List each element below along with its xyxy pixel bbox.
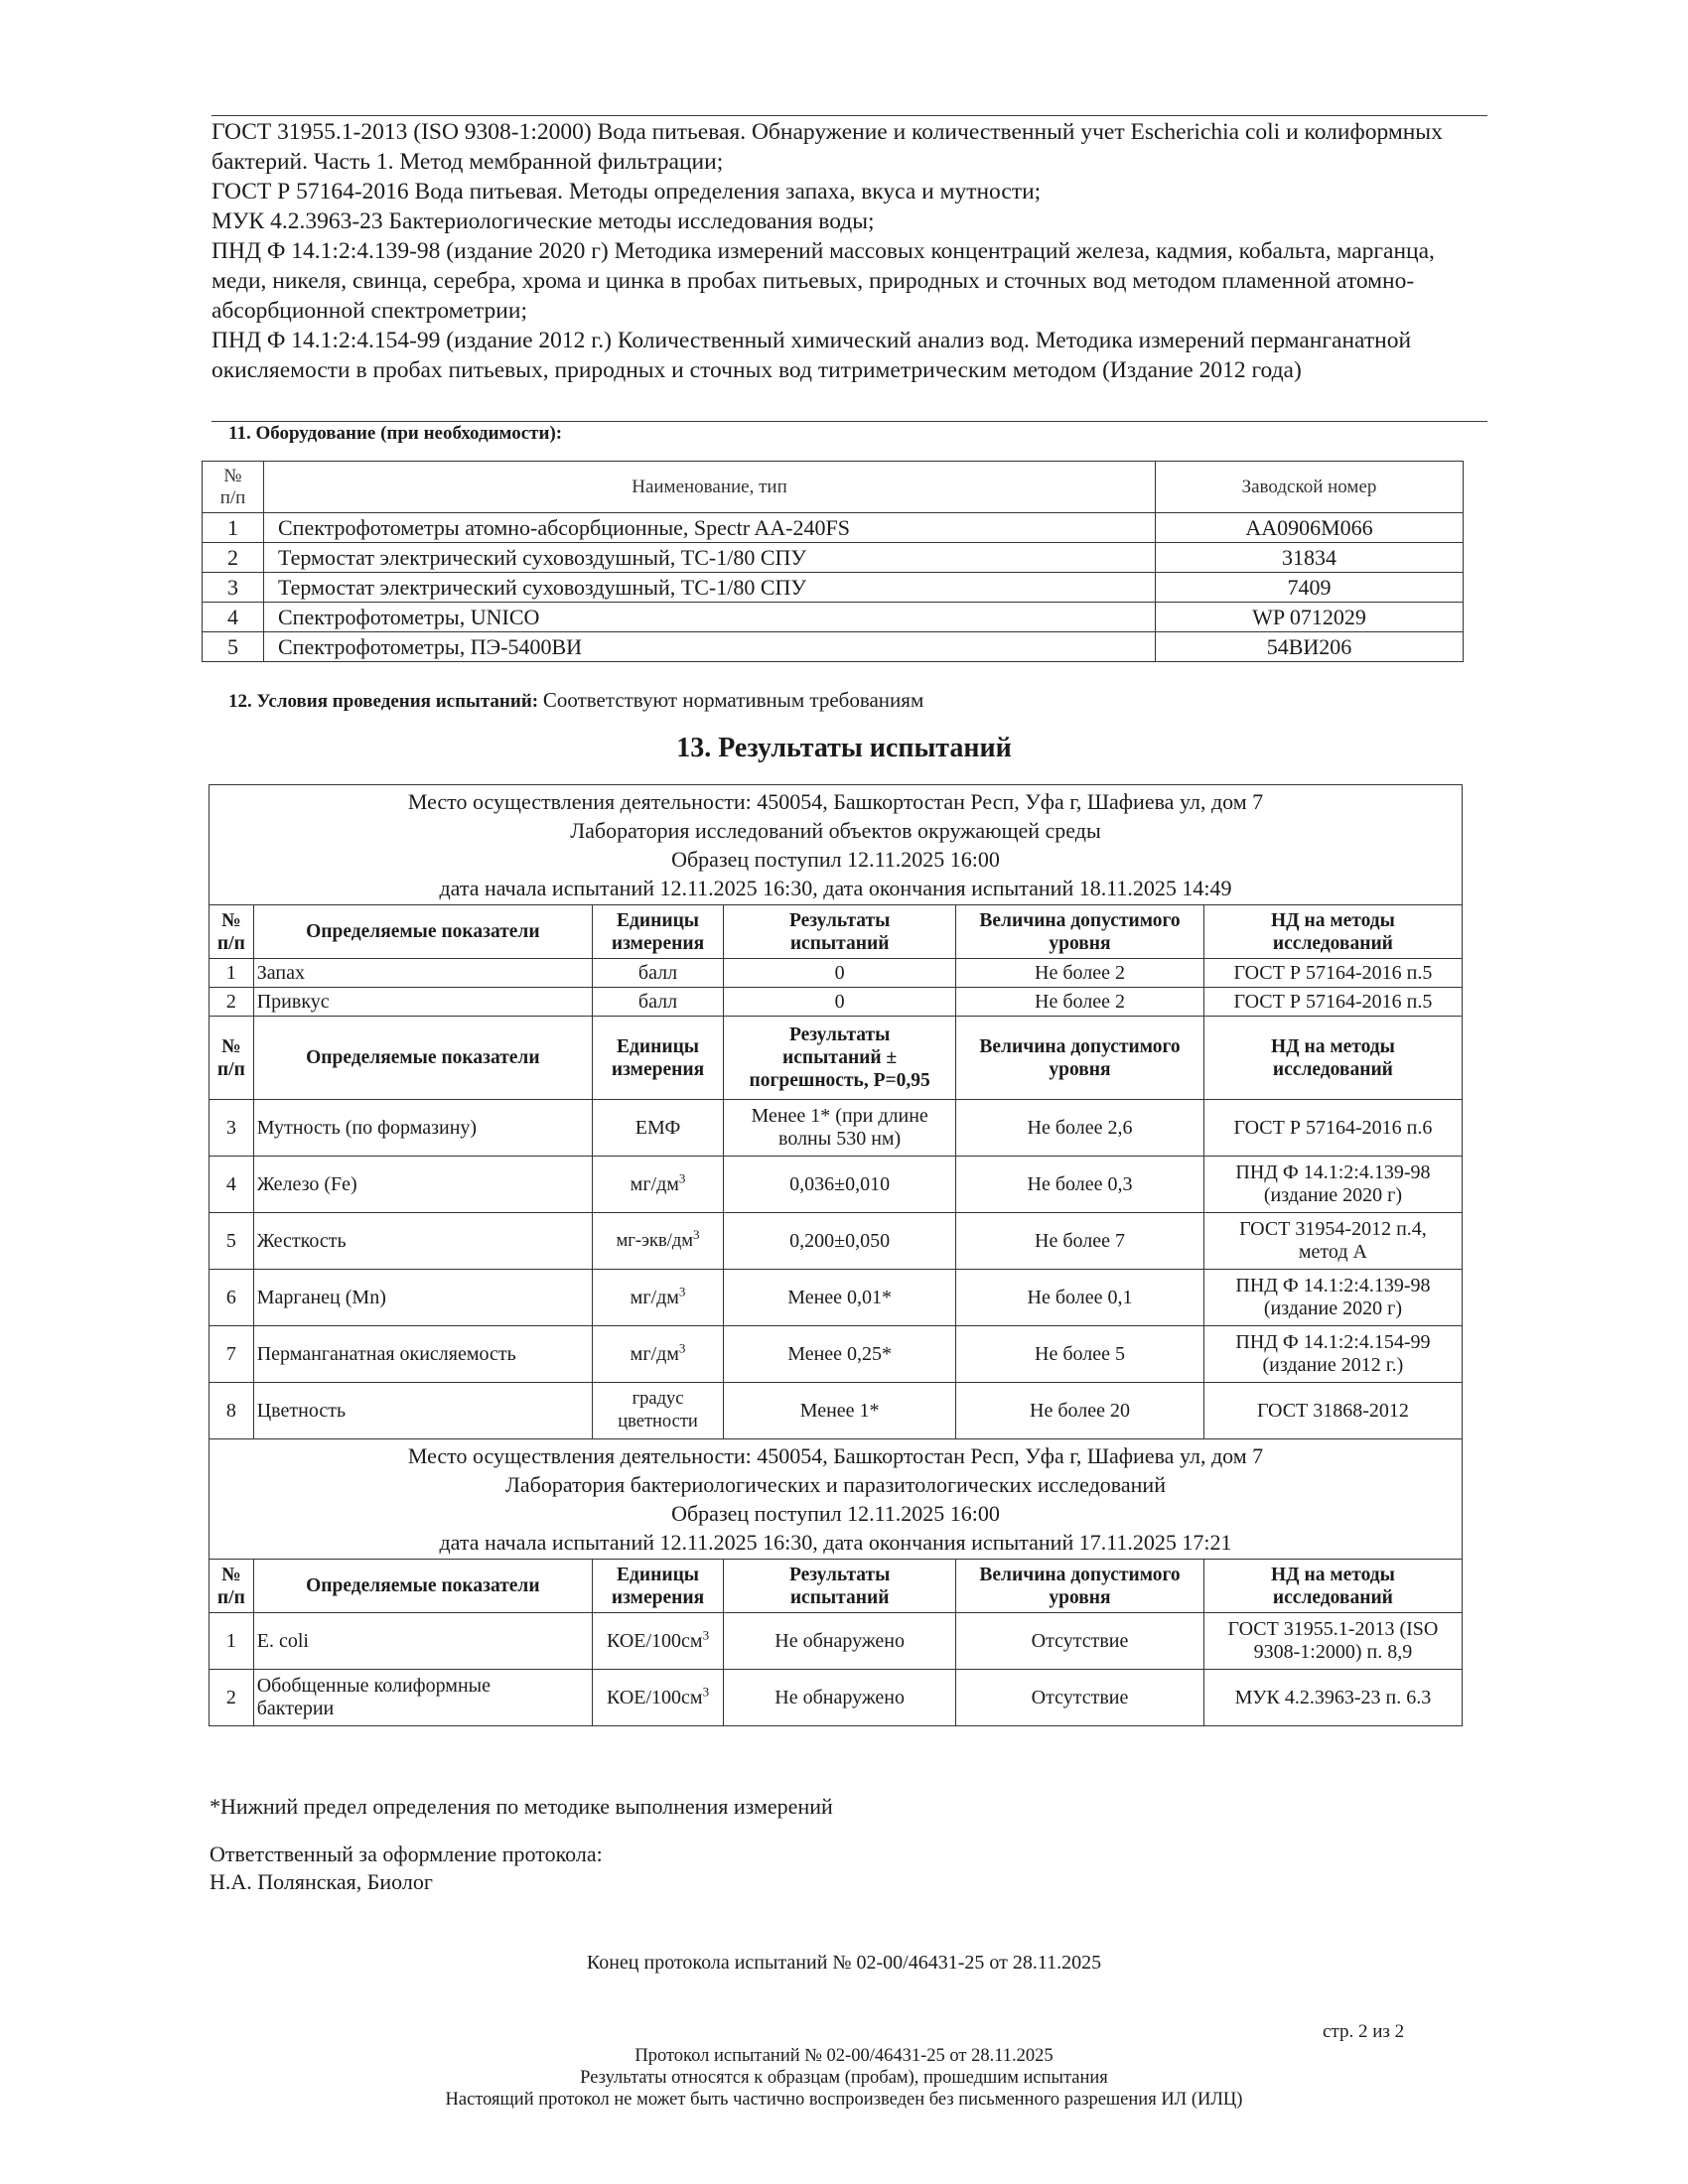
lab1-place: Место осуществления деятельности: 450054, Башкортостан Респ, Уфа г, Шафиева ул, дом 7 (407, 789, 1264, 814)
conditions-value: Соответствуют нормативным требованиям (542, 688, 924, 712)
equipment-table (202, 461, 1464, 662)
lab2-received: Образец поступил 12.11.2025 16:00 (671, 1501, 1000, 1526)
equipment-row: 1 Спектрофотометры атомно-абсорбционные, Spectr AA-240FS AA0906M066 (203, 513, 1464, 543)
standard-item: ГОСТ 31955.1-2013 (ISO 9308-1:2000) Вода питьевая. Обнаружение и количественный учет Escherichia coli и колиформных бактерий. Часть 1. Метод мембранной фильтрации; (211, 119, 1443, 175)
table-row: 3 Мутность (по формазину) ЕМФ Менее 1* (при длине волны 530 нм) Не более 2,6 ГОСТ Р 57164-2016 п.6 (210, 1100, 1463, 1157)
standard-item: ПНД Ф 14.1:2:4.139-98 (издание 2020 г) Методика измерений массовых концентраций железа, кадмия, кобальта, марганца, меди, никеля, свинца, серебра, хрома и цинка в пробах питьевых, природных и сточных вод методом пламенной атомно-абсорбционной спектрометрии; (211, 238, 1435, 324)
lab2-header: № п/п Определяемые показатели Единицы измерения Результаты испытаний Величина допустимого уровня НД на методы исследований (210, 1560, 1463, 1613)
lab2-dates: дата начала испытаний 12.11.2025 16:30, дата окончания испытаний 17.11.2025 17:21 (439, 1530, 1232, 1555)
footer-line: Результаты относятся к образцам (пробам), прошедшим испытания (580, 2068, 1108, 2088)
section-divider (211, 421, 1487, 422)
lab2-lab-name: Лаборатория бактериологических и паразитологических исследований (505, 1472, 1166, 1497)
footnote: *Нижний предел определения по методике выполнения измерений (210, 1794, 833, 1819)
responsible-label: Ответственный за оформление протокола: (210, 1842, 603, 1866)
table-row: 1 Запах балл 0 Не более 2 ГОСТ Р 57164-2016 п.5 (210, 959, 1463, 988)
table-row: 2 Обобщенные колиформные бактерии КОЕ/$100см^3$ Не обнаружено Отсутствие МУК 4.2.3963-23 п. 6.3 (210, 1670, 1463, 1726)
equipment-row: 5 Спектрофотометры, ПЭ-5400ВИ 54ВИ206 (203, 632, 1464, 662)
equipment-name-header: Наименование, тип (264, 462, 1156, 513)
table-row: 6 Марганец (Mn) $мг/дм^3$ Менее 0,01* Не более 0,1 ПНД Ф 14.1:2:4.139-98 (издание 2020 г) (210, 1270, 1463, 1326)
equipment-row: 4 Спектрофотометры, UNICO WP 0712029 (203, 603, 1464, 632)
page-number: стр. 2 из 2 (1323, 2021, 1405, 2042)
end-of-protocol: Конец протокола испытаний № 02-00/46431-25 от 28.11.2025 (586, 1952, 1102, 1974)
standard-item: ПНД Ф 14.1:2:4.154-99 (издание 2012 г.) Количественный химический анализ вод. Методика измерений перманганатной окисляемости в пробах питьевых, природных и сточных вод титриметрическим методом (Издание 2012 года) (211, 328, 1412, 383)
equipment-row: 3 Термостат электрический суховоздушный, ТС-1/80 СПУ 7409 (203, 573, 1464, 603)
table-row: 5 Жесткость $мг-экв/дм^3$ 0,200±0,050 Не более 7 ГОСТ 31954-2012 п.4, метод А (210, 1213, 1463, 1270)
top-divider (211, 115, 1487, 116)
lab1-header-b: № п/п Определяемые показатели Единицы измерения Результаты испытаний ± погрешность, P=0,95 Величина допустимого уровня НД на методы исследований (210, 1017, 1463, 1100)
conditions-label: 12. Условия проведения испытаний: (228, 691, 539, 712)
standard-item: ГОСТ Р 57164-2016 Вода питьевая. Методы определения запаха, вкуса и мутности; (211, 179, 1042, 205)
table-row: 8 Цветность градус цветности Менее 1* Не более 20 ГОСТ 31868-2012 (210, 1383, 1463, 1439)
lab1-received: Образец поступил 12.11.2025 16:00 (671, 847, 1000, 872)
table-row: 1 E. coli КОЕ/$100см^3$ Не обнаружено Отсутствие ГОСТ 31955.1-2013 (ISO 9308-1:2000) п. 8,9 (210, 1613, 1463, 1670)
lab2-info-row (210, 1439, 1463, 1560)
responsible-name: Н.А. Полянская, Биолог (210, 1869, 433, 1894)
standard-item: МУК 4.2.3963-23 Бактериологические методы исследования воды; (211, 208, 875, 234)
table-row: 4 Железо (Fe) $мг/дм^3$ 0,036±0,010 Не более 0,3 ПНД Ф 14.1:2:4.139-98 (издание 2020 г) (210, 1157, 1463, 1213)
equipment-num-header: № п/п (203, 462, 264, 513)
results-table (209, 784, 1463, 1726)
table-row: 7 Перманганатная окисляемость $мг/дм^3$ Менее 0,25* Не более 5 ПНД Ф 14.1:2:4.154-99 (издание 2012 г.) (210, 1326, 1463, 1383)
lab1-dates: дата начала испытаний 12.11.2025 16:30, дата окончания испытаний 18.11.2025 14:49 (439, 876, 1232, 900)
equipment-header-row (203, 462, 1464, 513)
table-row: 2 Привкус балл 0 Не более 2 ГОСТ Р 57164-2016 п.5 (210, 988, 1463, 1017)
lab1-info-row (210, 785, 1463, 905)
lab2-place: Место осуществления деятельности: 450054, Башкортостан Респ, Уфа г, Шафиева ул, дом 7 (407, 1443, 1264, 1468)
equipment-title: 11. Оборудование (при необходимости): (228, 423, 563, 444)
footer-line: Настоящий протокол не может быть частично воспроизведен без письменного разрешения ИЛ (ИЛЦ) (445, 2090, 1243, 2110)
lab1-lab-name: Лаборатория исследований объектов окружающей среды (570, 818, 1101, 843)
standards-list (211, 117, 1492, 385)
footer-line: Протокол испытаний № 02-00/46431-25 от 28.11.2025 (634, 2046, 1054, 2066)
lab1-header-a: № п/п Определяемые показатели Единицы измерения Результаты испытаний Величина допустимого уровня НД на методы исследований (210, 905, 1463, 959)
conditions-line (228, 688, 923, 713)
equipment-serial-header: Заводской номер (1156, 462, 1464, 513)
results-title: 13. Результаты испытаний (676, 733, 1012, 763)
equipment-row: 2 Термостат электрический суховоздушный, ТС-1/80 СПУ 31834 (203, 543, 1464, 573)
page-footer (0, 2045, 1688, 2111)
